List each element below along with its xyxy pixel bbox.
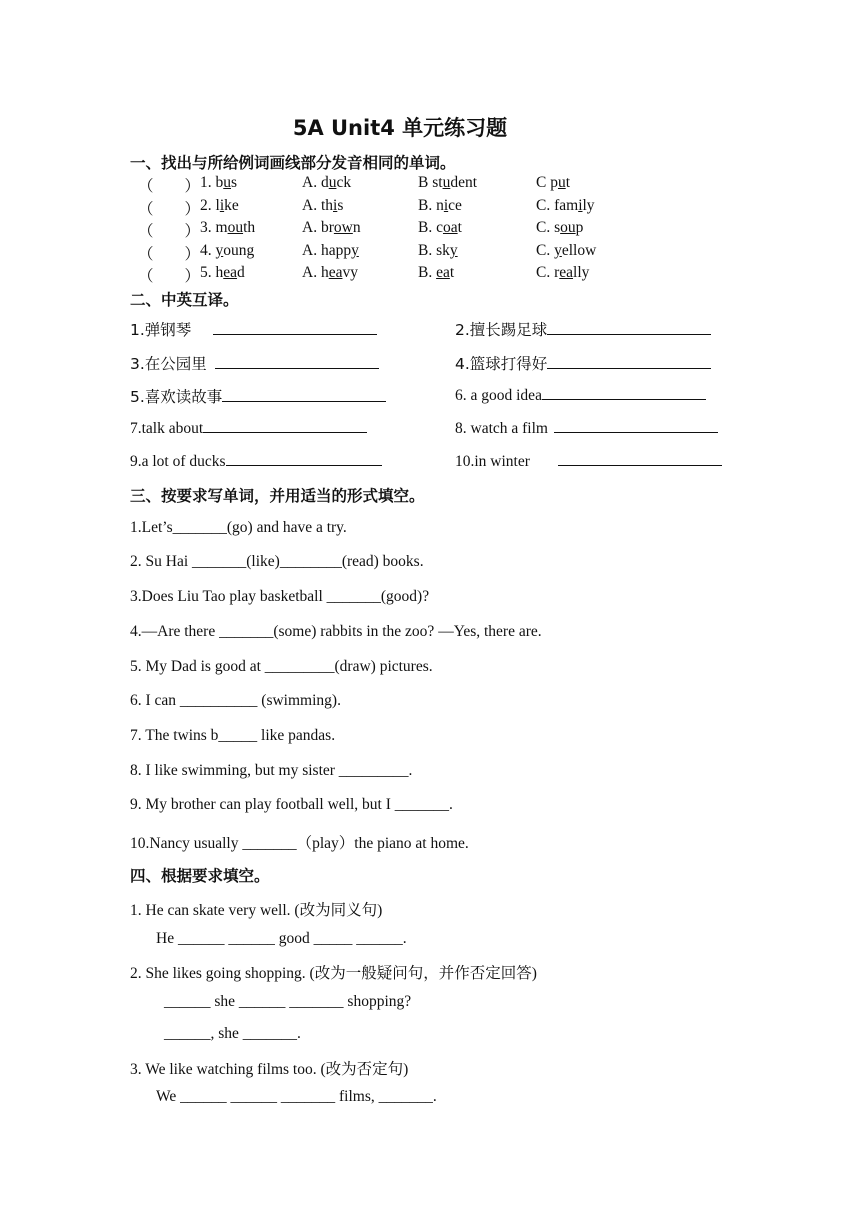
translation-item: 10.in winter (455, 451, 722, 471)
word-option: B. coat (418, 219, 462, 236)
fill-in-question: 8. I like swimming, but my sister _________. (130, 762, 413, 779)
word-option: C put (536, 174, 571, 191)
section-4-heading: 四、根据要求填空。 (130, 867, 270, 885)
fill-in-question: 5. My Dad is good at _________(draw) pictures. (130, 658, 433, 675)
word-option: 3. mouth (200, 219, 256, 236)
word-option: 5. head (200, 264, 245, 281)
word-option: A. brown (302, 219, 361, 236)
answer-bracket[interactable]: （ ） (138, 267, 201, 285)
rewrite-question: 3. We like watching films too. (改为否定句) (130, 1061, 409, 1078)
word-option: 1. bus (200, 174, 238, 191)
answer-bracket[interactable]: （ ） (138, 200, 201, 218)
word-option: B. eat (418, 264, 455, 281)
word-option: A. heavy (302, 264, 358, 281)
rewrite-answer-line: He ______ ______ good _____ ______. (156, 930, 407, 947)
section-3-heading: 三、按要求写单词，并用适当的形式填空。 (130, 487, 425, 505)
page-title: 5A Unit4 单元练习题 (292, 116, 508, 140)
word-option: B student (418, 174, 477, 191)
rewrite-answer-line: ______ she ______ _______ shopping? (164, 993, 412, 1010)
translation-item: 9.a lot of ducks (130, 451, 382, 471)
word-option: C. family (536, 197, 595, 214)
word-option: A. duck (302, 174, 352, 191)
word-option: A. this (302, 197, 344, 214)
translation-item: 3.在公园里 (130, 352, 379, 374)
word-option: C. really (536, 264, 590, 281)
translation-item: 6. a good idea (455, 385, 706, 405)
word-option: A. happy (302, 242, 359, 259)
answer-bracket[interactable]: （ ） (138, 245, 201, 263)
fill-in-question: 9. My brother can play football well, but I _______. (130, 796, 453, 813)
word-option: C. soup (536, 219, 584, 236)
rewrite-question: 1. He can skate very well. (改为同义句) (130, 902, 383, 919)
translation-item: 5.喜欢读故事 (130, 385, 386, 407)
fill-in-question: 7. The twins b_____ like pandas. (130, 727, 336, 744)
translation-item: 2.擅长踢足球 (455, 318, 711, 340)
translation-item: 7.talk about (130, 418, 367, 438)
word-option: B. sky (418, 242, 458, 259)
translation-item: 8. watch a film (455, 418, 718, 438)
translation-item: 1.弹钢琴 (130, 318, 377, 340)
fill-in-question: 3.Does Liu Tao play basketball _______(good)? (130, 588, 430, 605)
rewrite-question: 2. She likes going shopping. (改为一般疑问句，并作否定回答) (130, 965, 537, 982)
answer-bracket[interactable]: （ ） (138, 177, 201, 195)
word-option: B. nice (418, 197, 462, 214)
answer-bracket[interactable]: （ ） (138, 222, 201, 240)
fill-in-question: 10.Nancy usually _______（play）the piano at home. (130, 835, 469, 852)
fill-in-question: 2. Su Hai _______(like)________(read) books. (130, 553, 424, 570)
word-option: 2. like (200, 197, 239, 214)
section-1-heading: 一、找出与所给例词画线部分发音相同的单词。 (130, 154, 456, 172)
translation-item: 4.篮球打得好 (455, 352, 711, 374)
fill-in-question: 1.Let’s_______(go) and have a try. (130, 519, 347, 536)
word-option: 4. young (200, 242, 255, 259)
word-option: C. yellow (536, 242, 597, 259)
fill-in-question: 6. I can __________ (swimming). (130, 692, 341, 709)
section-2-heading: 二、中英互译。 (130, 291, 239, 309)
rewrite-answer-line: ______, she _______. (164, 1025, 301, 1042)
rewrite-answer-line: We ______ ______ _______ films, _______. (156, 1088, 437, 1105)
fill-in-question: 4.—Are there _______(some) rabbits in the zoo? —Yes, there are. (130, 623, 542, 640)
